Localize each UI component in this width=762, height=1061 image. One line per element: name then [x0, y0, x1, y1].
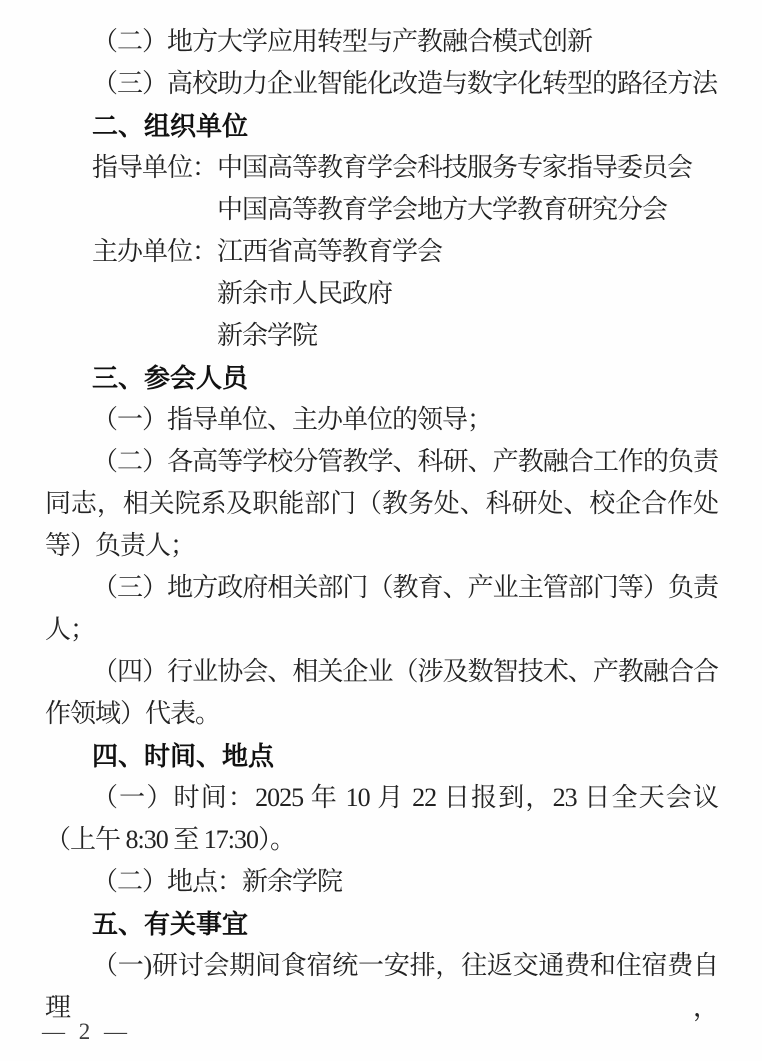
para-time: （一）时间：2025 年 10 月 22 日报到，23 日全天会议（上午 8:30 至 17:30）。 [45, 783, 718, 854]
guidance-units-label: 指导单位： [92, 153, 218, 182]
document-body [45, 21, 718, 1029]
para-participants-3: （三）地方政府相关部门（教育、产业主管部门等）负责人； [45, 573, 718, 644]
host-units-block [45, 231, 718, 357]
heading-related-matters: 五、有关事宜 [92, 909, 249, 939]
host-unit-item: 新余学院 [217, 321, 318, 350]
para-participants-1: （一）指导单位、主办单位的领导； [92, 405, 493, 434]
para-topic-2: （二）地方大学应用转型与产教融合模式创新 [92, 27, 593, 56]
host-unit-item: 新余市人民政府 [217, 279, 393, 308]
para-place: （二）地点：新余学院 [92, 867, 343, 896]
para-topic-3: （三）高校助力企业智能化改造与数字化转型的路径方法 [92, 69, 718, 98]
host-unit-item: 江西省高等教育学会 [217, 237, 443, 266]
para-matters-1: （一)研讨会期间食宿统一安排，往返交通费和住宿费自理， [45, 951, 718, 1022]
para-participants-4: （四）行业协会、相关企业（涉及数智技术、产教融合合作领域）代表。 [45, 657, 718, 728]
guidance-units-list [217, 147, 692, 231]
para-participants-2: （二）各高等学校分管教学、科研、产教融合工作的负责同志，相关院系及职能部门（教务处、科研处、校企合作处等）负责人； [45, 447, 718, 560]
page-number: — 2 — [42, 1019, 128, 1044]
host-units-label: 主办单位： [92, 237, 218, 266]
guidance-units-block [45, 147, 718, 231]
guidance-unit-item: 中国高等教育学会科技服务专家指导委员会 [217, 153, 693, 182]
heading-organizing-units: 二、组织单位 [92, 111, 249, 141]
host-units-list [217, 231, 442, 357]
heading-participants: 三、参会人员 [92, 363, 249, 393]
heading-time-place: 四、时间、地点 [92, 741, 275, 771]
guidance-unit-item: 中国高等教育学会地方大学教育研究分会 [217, 195, 668, 224]
